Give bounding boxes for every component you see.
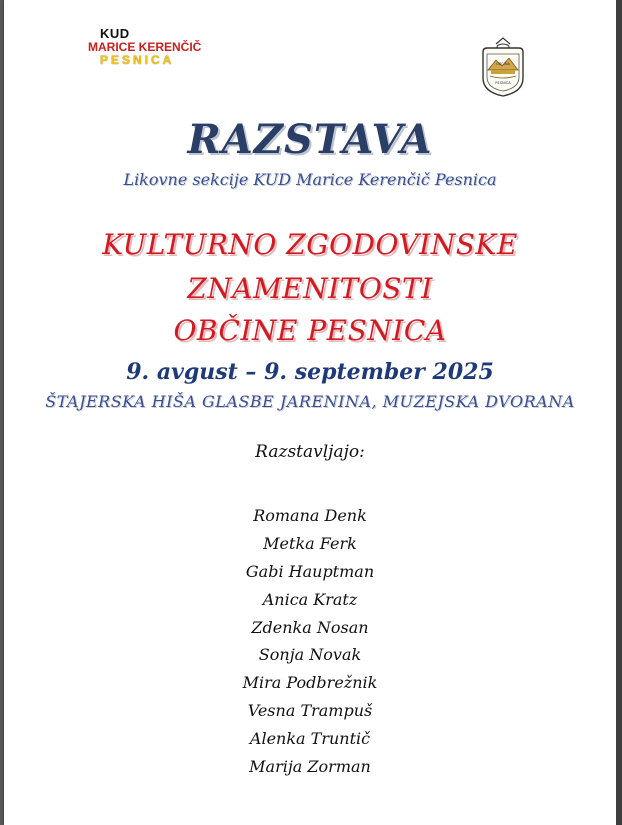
exhibitor-name: Vesna Trampuš xyxy=(247,701,373,721)
poster-title: RAZSTAVA xyxy=(187,116,433,163)
logo-line-place: PESNICA xyxy=(100,53,175,67)
logo-line-name: MARICE KERENČIČ xyxy=(88,40,202,54)
exhibitor-name: Mira Podbrežnik xyxy=(242,673,378,693)
headline-line-2: ZNAMENITOSTI xyxy=(187,272,433,305)
municipality-seal-icon xyxy=(478,34,528,98)
seal-text-bottom: PESNICA xyxy=(495,81,511,85)
exhibition-dates: 9. avgust – 9. september 2025 xyxy=(126,359,494,385)
exhibitor-name: Metka Ferk xyxy=(263,533,357,553)
exhibitors-list xyxy=(4,502,616,781)
exhibitor-name: Alenka Truntič xyxy=(249,729,371,749)
exhibitor-name: Zdenka Nosan xyxy=(251,617,369,637)
poster-page xyxy=(4,0,616,825)
exhibitor-name: Sonja Novak xyxy=(258,645,362,665)
kud-logo xyxy=(88,27,208,71)
exhibitor-name: Gabi Hauptman xyxy=(245,561,375,581)
poster-subtitle: Likovne sekcije KUD Marice Kerenčič Pesnica xyxy=(123,170,497,189)
viewer-edge xyxy=(616,0,622,825)
seal-text-top: OBČINA xyxy=(496,62,510,66)
logo-line-kud: KUD xyxy=(100,26,130,41)
exhibitor-name: Romana Denk xyxy=(253,506,367,525)
exhibitor-name: Anica Kratz xyxy=(262,589,358,609)
exhibition-venue: ŠTAJERSKA HIŠA GLASBE JARENINA, MUZEJSKA DVORANA xyxy=(45,392,575,411)
headline-line-1: KULTURNO ZGODOVINSKE xyxy=(102,228,518,261)
exhibitor-name: Marija Zorman xyxy=(249,757,371,777)
headline-line-3: OBČINE PESNICA xyxy=(173,314,447,347)
exhibitors-label: Razstavljajo: xyxy=(255,442,365,462)
